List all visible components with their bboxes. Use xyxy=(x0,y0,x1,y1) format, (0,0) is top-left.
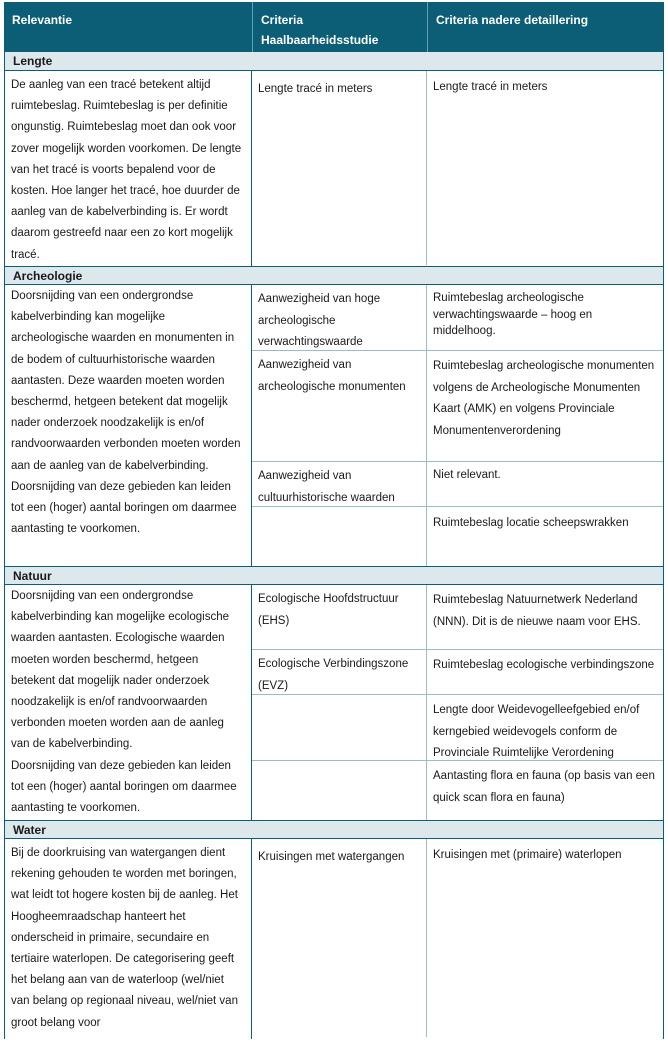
table-row xyxy=(252,507,663,566)
detail-cell: Ruimtebeslag archeologische verwachtingswaarde – hoog en middelhoog. xyxy=(433,292,593,337)
table-header xyxy=(4,2,664,52)
criteria-list xyxy=(252,839,663,1039)
table-row xyxy=(252,71,663,265)
detail-cell: Lengte door Weidevogelleefgebied en/of kerngebied weidevogels conform de Provinciale Ruimtelijke Verordening xyxy=(433,704,640,759)
description-natuur xyxy=(5,585,252,820)
detail-cell: Lengte tracé in meters xyxy=(433,81,548,93)
criterion-cell: Lengte tracé in meters xyxy=(252,71,427,265)
criteria-list xyxy=(252,285,663,566)
table-row xyxy=(252,839,663,1037)
section-body-lengte xyxy=(4,71,664,267)
table-row xyxy=(252,695,663,761)
table-row xyxy=(252,462,663,507)
section-title-lengte: Lengte xyxy=(4,52,664,71)
detail-cell: Ruimtebeslag locatie scheepswrakken xyxy=(433,517,629,529)
detail-cell: Ruimtebeslag ecologische verbindingszone xyxy=(433,659,655,671)
header-criteria-haalbaarheid: Criteria Haalbaarheidsstudie xyxy=(253,2,428,52)
criterion-cell xyxy=(252,695,427,760)
section-body-archeologie xyxy=(4,285,664,567)
table-row xyxy=(252,761,663,820)
description-text-2: Doorsnijding van deze gebieden kan leiden tot een (hoger) aantal boringen om daarmee aantasting te voorkomen. xyxy=(11,759,237,815)
section-title-natuur: Natuur xyxy=(4,567,664,585)
criteria-list xyxy=(252,71,663,266)
criteria-table xyxy=(4,2,664,1039)
section-title-archeologie: Archeologie xyxy=(4,267,664,285)
criterion-cell: Ecologische Verbindingszone (EVZ) xyxy=(252,650,427,694)
description-lengte: De aanleg van een tracé betekent altijd ruimtebeslag. Ruimtebeslag is per definitie ongunstig. Ruimtebeslag moet dan ook voor zover mogelijk worden voorkomen. De lengte van het tracé is voorts bepalend voor de kosten. Hoe langer het tracé, hoe duurder de aanleg van de kabelverbinding is. Er wordt daarom gestreefd naar een zo kort mogelijk tracé. xyxy=(5,71,252,266)
criterion-cell: Ecologische Hoofdstructuur (EHS) xyxy=(252,585,427,649)
description-archeologie xyxy=(5,285,252,566)
criterion-cell: Aanwezigheid van archeologische monumenten xyxy=(252,351,427,461)
header-criteria-detaillering: Criteria nadere detaillering xyxy=(436,13,589,27)
description-text-2: Doorsnijding van deze gebieden kan leiden tot een (hoger) aantal boringen om daarmee aantasting te voorkomen. xyxy=(11,480,237,536)
table-row xyxy=(252,585,663,650)
criterion-cell xyxy=(252,507,427,566)
criteria-list xyxy=(252,585,663,820)
criterion-cell: Aanwezigheid van hoge archeologische verwachtingswaarde xyxy=(252,285,427,350)
description-text: Doorsnijding van een ondergrondse kabelverbinding kan mogelijke ecologische waarden aantasten. Ecologische waarden moeten worden beschermd, hetgeen betekent dat mogelijk nader onderzoek noodzakelijk is en/of randvoorwaarden verbonden moeten worden aan de aanleg van de kabelverbinding. xyxy=(11,590,229,751)
criterion-cell: Aanwezigheid van cultuurhistorische waarden xyxy=(252,462,427,506)
table-row xyxy=(252,285,663,351)
detail-cell: Kruisingen met (primaire) waterlopen xyxy=(433,849,622,861)
detail-cell: Aantasting flora en fauna (op basis van een quick scan flora en fauna) xyxy=(433,770,655,804)
header-relevantie: Relevantie xyxy=(4,2,253,52)
detail-cell: Niet relevant. xyxy=(433,469,501,481)
criterion-cell: Kruisingen met watergangen xyxy=(252,839,427,1037)
table-row xyxy=(252,351,663,462)
description-water: Bij de doorkruising van watergangen dient rekening gehouden te worden met boringen, wat leidt tot hogere kosten bij de aanleg. Het Hoogheemraadschap hanteert het onderscheid in primaire, secundaire en tertiaire waterlopen. De categorisering geeft het belang aan van de waterloop (wel/niet van belang op regionaal niveau, wel/niet van groot belang voor xyxy=(5,839,252,1039)
table-row xyxy=(252,650,663,695)
description-text: Doorsnijding van een ondergrondse kabelverbinding kan mogelijke archeologische waarden en monumenten in de bodem of cultuurhistorische waarden aantasten. Deze waarden moeten worden beschermd, hetgeen betekent dat mogelijk nader onderzoek noodzakelijk is en/of randvoorwaarden verbonden moeten worden aan de aanleg van de kabelverbinding. xyxy=(11,290,241,472)
section-body-water xyxy=(4,839,664,1039)
criterion-cell xyxy=(252,761,427,820)
section-body-natuur xyxy=(4,585,664,821)
detail-cell: Ruimtebeslag Natuurnetwerk Nederland (NNN). Dit is de nieuwe naam voor EHS. xyxy=(433,594,641,628)
detail-cell: Ruimtebeslag archeologische monumenten volgens de Archeologische Monumenten Kaart (AMK) en volgens Provinciale Monumentenverordening xyxy=(433,360,655,437)
section-title-water: Water xyxy=(4,821,664,839)
